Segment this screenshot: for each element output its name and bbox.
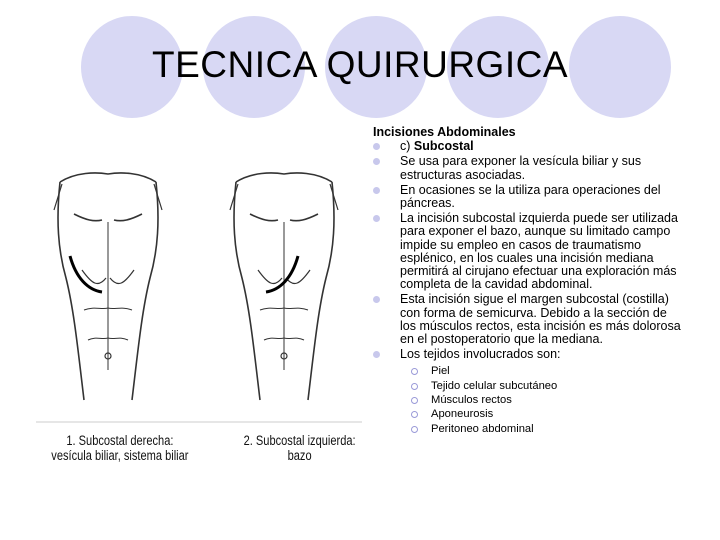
content-panel xyxy=(373,126,683,438)
tissue-text: Aponeurosis xyxy=(431,408,494,421)
figure-caption-right-subcostal xyxy=(42,433,198,463)
bullet-text: La incisión subcostal izquierda puede ser utilizada para exponer el bazo, aunque su limitado campo impide su empleo en casos de traumatismo esplénico, en los cuales una incisión mediana permitirá al cirujano efectuar una exploración más completa de la cavidad abdominal. xyxy=(400,211,678,292)
subcostal-prefix: c) xyxy=(400,139,414,154)
caption-line: bazo xyxy=(287,448,312,463)
tissue-text: Músculos rectos xyxy=(431,394,512,407)
ring-bullet-icon xyxy=(411,397,418,404)
caption-line: vesícula biliar, sistema biliar xyxy=(51,448,189,463)
bullet-icon xyxy=(373,158,380,165)
ring-bullet-icon xyxy=(411,426,418,433)
tissue-item xyxy=(400,407,683,421)
bullet-text: Los tejidos involucrados son: xyxy=(400,347,561,362)
bullet-item xyxy=(373,155,683,181)
slide-title: TECNICA QUIRURGICA xyxy=(151,44,569,85)
tissue-list xyxy=(400,364,683,435)
figure-caption-left-subcostal xyxy=(234,433,365,463)
ring-bullet-icon xyxy=(411,383,418,390)
bullet-text: Se usa para exponer la vesícula biliar y sus estructuras asociadas. xyxy=(400,154,642,182)
tissue-item xyxy=(400,422,683,436)
bullet-item xyxy=(373,184,683,210)
tissue-text: Tejido celular subcutáneo xyxy=(431,379,558,392)
tissue-item xyxy=(400,393,683,407)
bullet-text: En ocasiones se la utiliza para operaciones del páncreas. xyxy=(400,182,661,211)
tissue-item xyxy=(400,379,683,393)
caption-line: 1. Subcostal derecha: xyxy=(66,433,174,448)
bullet-icon xyxy=(373,187,380,194)
bullet-icon xyxy=(373,351,380,358)
bullet-item xyxy=(373,293,683,346)
bullet-text: Esta incisión sigue el margen subcostal (costilla) con forma de semicurva. Debido a la sección de los músculos rectos, esta incisión es más dolorosa en el postoperatorio que la mediana. xyxy=(400,292,681,347)
ring-bullet-icon xyxy=(411,368,418,375)
bullet-item xyxy=(373,348,683,436)
tissue-text: Peritoneo abdominal xyxy=(431,422,534,435)
tissue-text: Piel xyxy=(431,365,450,378)
torso-illustration xyxy=(36,160,362,485)
subcostal-label: Subcostal xyxy=(413,139,474,154)
bullet-list xyxy=(373,140,683,436)
tissue-item xyxy=(400,364,683,378)
bullet-item xyxy=(373,140,683,153)
bullet-icon xyxy=(373,296,380,303)
bullet-icon xyxy=(373,143,380,150)
bullet-icon xyxy=(373,215,380,222)
bullet-item xyxy=(373,212,683,291)
section-heading: Incisiones Abdominales xyxy=(373,125,516,139)
ring-bullet-icon xyxy=(411,411,418,418)
caption-line: 2. Subcostal izquierda: xyxy=(243,433,356,448)
